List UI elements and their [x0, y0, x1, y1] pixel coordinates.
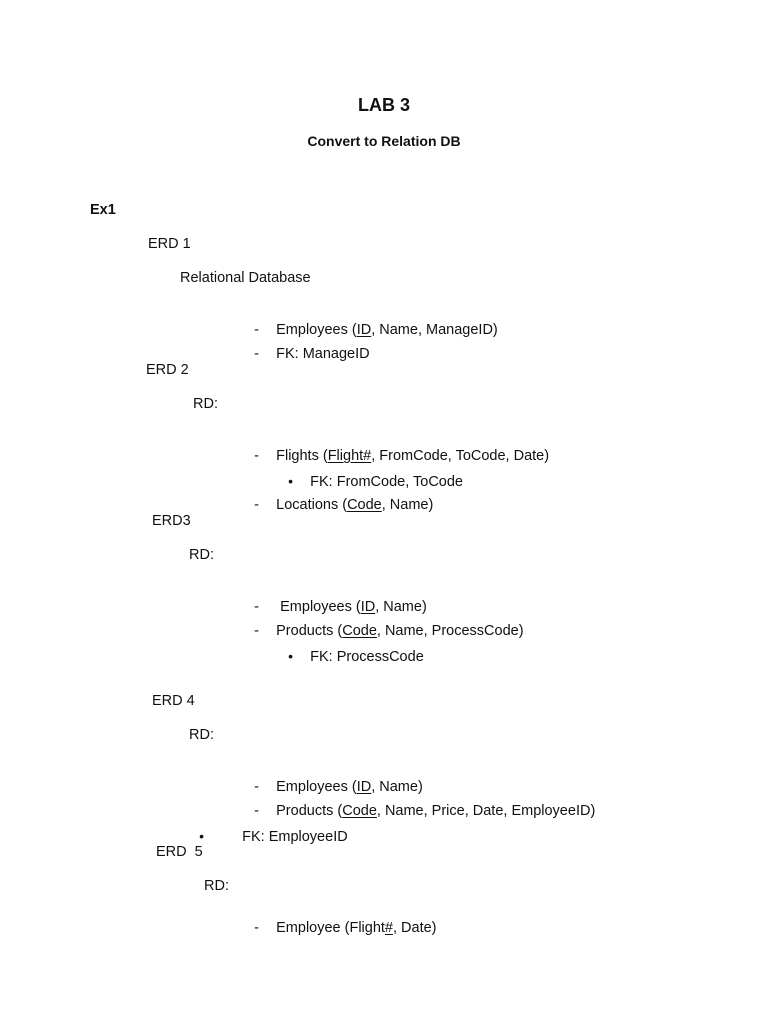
relation-suffix: , Name, Price, Date, EmployeeID) — [376, 803, 596, 819]
dash-marker: - — [254, 920, 259, 936]
bullet-marker: • — [288, 648, 294, 664]
primary-key: ID — [360, 599, 376, 615]
relation-prefix: Products ( — [276, 623, 343, 639]
erd3-foreign-key — [272, 629, 424, 684]
primary-key: # — [384, 920, 393, 936]
dash-marker: - — [254, 779, 259, 795]
erd5-rd-label: RD: — [204, 878, 229, 894]
relation-prefix: Employees ( — [280, 599, 361, 615]
relation-prefix: Employee (Flight — [276, 920, 385, 936]
dash-marker: - — [254, 803, 259, 819]
dash-marker: - — [254, 346, 259, 362]
primary-key: Flight# — [327, 448, 372, 464]
bullet-marker: • — [288, 473, 294, 489]
erd4-rd-label: RD: — [189, 727, 214, 743]
erd2-heading: ERD 2 — [146, 362, 189, 378]
dash-marker: - — [254, 497, 259, 513]
foreign-key-text: FK: ProcessCode — [310, 649, 424, 665]
relation-suffix: , Name) — [381, 497, 434, 513]
primary-key: ID — [356, 779, 372, 795]
dash-marker: - — [254, 448, 259, 464]
erd1-heading: ERD 1 — [148, 236, 191, 252]
primary-key: Code — [342, 623, 377, 639]
dash-marker: - — [254, 322, 259, 338]
primary-key: Code — [347, 497, 382, 513]
erd1-rd-label: Relational Database — [180, 270, 311, 286]
relation-prefix: Employees ( — [276, 322, 357, 338]
erd2-rd-label: RD: — [193, 396, 218, 412]
relation-suffix: , Name, ProcessCode) — [376, 623, 524, 639]
erd2-relation-locations — [238, 478, 433, 532]
primary-key: ID — [356, 322, 372, 338]
page-title: LAB 3 — [357, 95, 410, 115]
foreign-key-text: FK: EmployeeID — [242, 829, 348, 845]
exercise-heading: Ex1 — [90, 202, 116, 218]
relation-suffix: , FromCode, ToCode, Date) — [371, 448, 550, 464]
erd5-relation-employee — [238, 901, 437, 955]
page-subtitle: Convert to Relation DB — [307, 133, 461, 149]
relation-prefix: Employees ( — [276, 779, 357, 795]
relation-prefix: Locations ( — [276, 497, 348, 513]
erd4-heading: ERD 4 — [152, 693, 195, 709]
dash-marker: - — [254, 623, 259, 639]
erd3-rd-label: RD: — [189, 547, 214, 563]
erd3-heading: ERD3 — [152, 513, 191, 529]
erd1-foreign-key — [238, 327, 370, 381]
dash-marker: - — [254, 599, 259, 615]
primary-key: Code — [342, 803, 377, 819]
relation-suffix: , Name, ManageID) — [371, 322, 498, 338]
erd5-heading: ERD 5 — [156, 844, 203, 860]
relation-suffix: , Name) — [371, 779, 423, 795]
relation-suffix: , Date) — [393, 920, 437, 936]
foreign-key-text: FK: FromCode, ToCode — [310, 474, 463, 490]
relation-suffix: , Name) — [375, 599, 427, 615]
relation-prefix: Flights ( — [276, 448, 328, 464]
erd4-foreign-key — [183, 809, 348, 864]
relation-prefix: Products ( — [276, 803, 343, 819]
foreign-key-text: FK: ManageID — [276, 346, 370, 362]
bullet-marker: • — [199, 828, 205, 844]
